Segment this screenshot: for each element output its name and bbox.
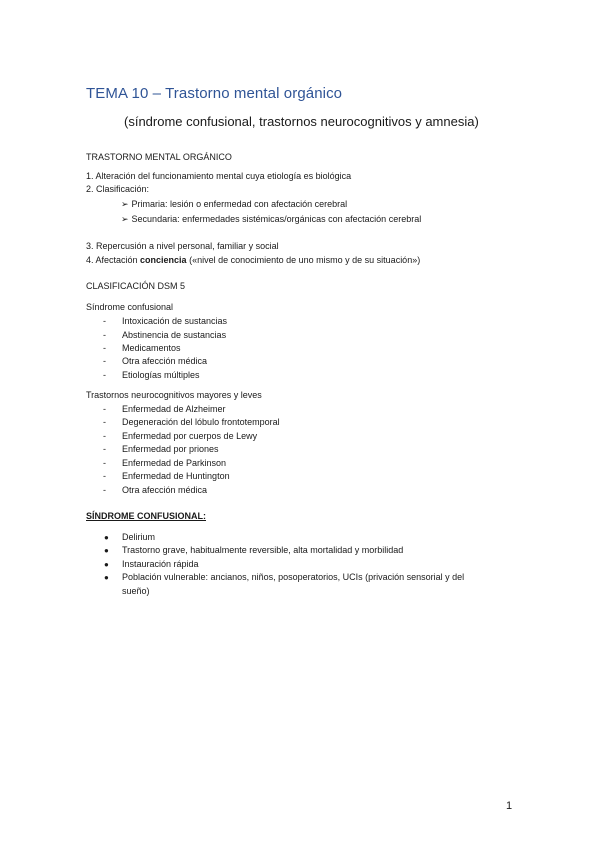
dash-bullet-icon: - <box>103 417 106 427</box>
list-item: Otra afección médica <box>122 356 208 366</box>
list-item: Medicamentos <box>122 343 181 353</box>
dash-bullet-icon: - <box>103 316 106 326</box>
list-item: Degeneración del lóbulo frontotemporal <box>122 417 280 427</box>
sub-list-item <box>121 199 347 210</box>
arrow-bullet-icon: ➢ <box>121 199 129 209</box>
round-bullet-icon: ● <box>104 573 109 582</box>
list-item: 3. Repercusión a nivel personal, familiar y social <box>86 241 279 251</box>
dash-bullet-icon: - <box>103 485 106 495</box>
dash-bullet-icon: - <box>103 330 106 340</box>
list-item: Instauración rápida <box>122 559 199 569</box>
list-item: 1. Alteración del funcionamiento mental cuya etiología es biológica <box>86 171 352 181</box>
list-item: Trastorno grave, habitualmente reversible, alta mortalidad y morbilidad <box>122 545 404 555</box>
page-subtitle: (síndrome confusional, trastornos neurocognitivos y amnesia) <box>124 114 479 129</box>
round-bullet-icon: ● <box>104 533 109 542</box>
arrow-bullet-icon: ➢ <box>121 214 129 224</box>
list-item: Etiologías múltiples <box>122 370 200 380</box>
round-bullet-icon: ● <box>104 546 109 555</box>
section-heading-dsm5: CLASIFICACIÓN DSM 5 <box>86 281 186 291</box>
list-item-emphasis: conciencia <box>140 255 187 265</box>
list-item-continuation: sueño) <box>122 586 150 596</box>
dash-bullet-icon: - <box>103 471 106 481</box>
list-item: Enfermedad por cuerpos de Lewy <box>122 431 258 441</box>
list-item <box>86 255 420 266</box>
dash-bullet-icon: - <box>103 404 106 414</box>
list-item-prefix: 4. Afectación <box>86 255 141 265</box>
dash-bullet-icon: - <box>103 431 106 441</box>
list-item: Enfermedad de Huntington <box>122 471 230 481</box>
list-item: Abstinencia de sustancias <box>122 330 227 340</box>
list-item: Otra afección médica <box>122 485 208 495</box>
dash-bullet-icon: - <box>103 458 106 468</box>
dash-bullet-icon: - <box>103 343 106 353</box>
sub-list-item <box>121 214 421 225</box>
list-item: Población vulnerable: ancianos, niños, posoperatorios, UCIs (privación sensorial y del <box>122 572 465 582</box>
dash-bullet-icon: - <box>103 444 106 454</box>
dash-bullet-icon: - <box>103 356 106 366</box>
page-title: TEMA 10 – Trastorno mental orgánico <box>86 85 343 102</box>
group-title-neurocognitive: Trastornos neurocognitivos mayores y leves <box>86 390 262 400</box>
list-item: Enfermedad de Alzheimer <box>122 404 226 414</box>
group-title-confusional: Síndrome confusional <box>86 302 174 312</box>
list-item: Enfermedad de Parkinson <box>122 458 227 468</box>
section-heading-confusional: SÍNDROME CONFUSIONAL: <box>86 511 206 521</box>
sub-list-item-label: Primaria: lesión o enfermedad con afectación cerebral <box>131 199 348 209</box>
list-item: 2. Clasificación: <box>86 184 150 194</box>
page-number: 1 <box>506 800 513 812</box>
list-item: Delirium <box>122 532 156 542</box>
list-item: Enfermedad por priones <box>122 444 219 454</box>
section-heading-organic-disorder: TRASTORNO MENTAL ORGÁNICO <box>86 152 232 162</box>
round-bullet-icon: ● <box>104 560 109 569</box>
dash-bullet-icon: - <box>103 370 106 380</box>
list-item-suffix: («nivel de conocimiento de uno mismo y de su situación») <box>186 255 421 265</box>
list-item: Intoxicación de sustancias <box>122 316 228 326</box>
sub-list-item-label: Secundaria: enfermedades sistémicas/orgánicas con afectación cerebral <box>131 214 422 224</box>
